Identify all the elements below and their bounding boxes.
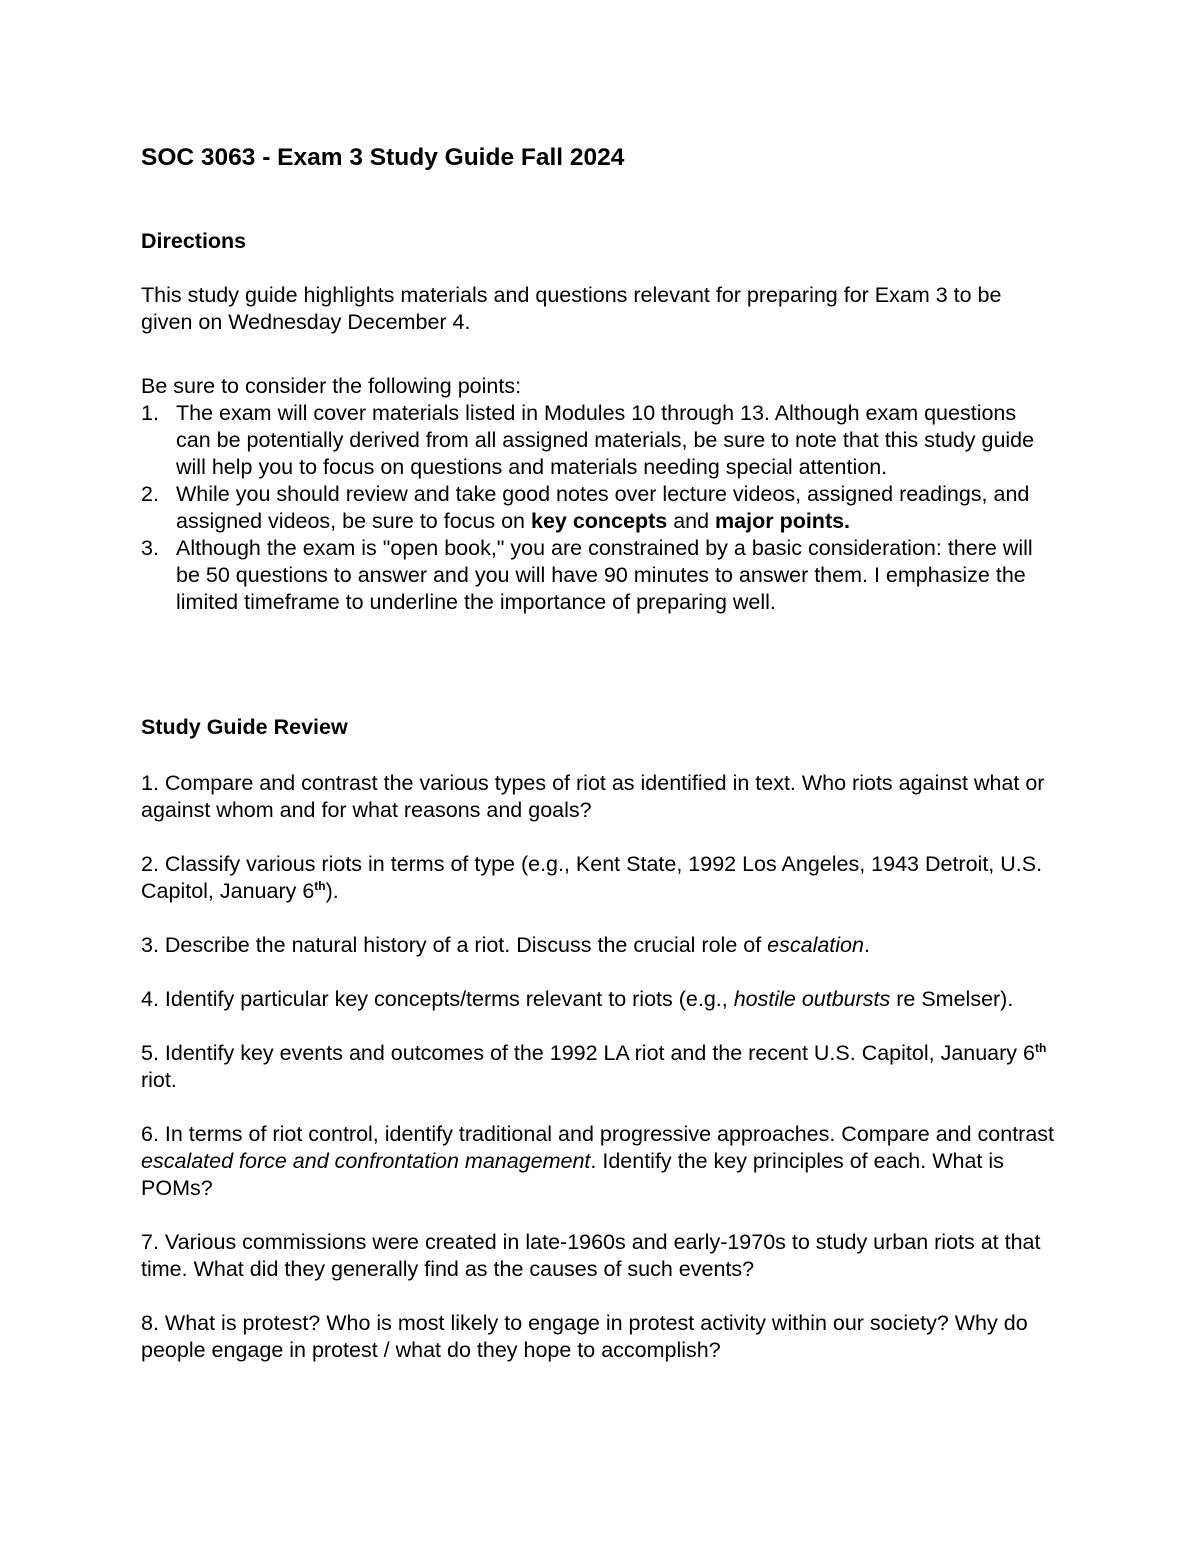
emphasis-key-concepts: key concepts [530, 509, 668, 533]
list-item [141, 481, 1056, 535]
emphasis-escalated-force: escalated force and confrontation management [141, 1149, 591, 1173]
ordinal-suffix: th [314, 879, 326, 893]
list-item [141, 400, 1056, 481]
question-5 [141, 1040, 1061, 1094]
list-number: 2. [141, 482, 159, 506]
list-number: 1. [141, 401, 159, 425]
question-text-end: riot. [141, 1068, 177, 1092]
list-item [141, 535, 1056, 616]
question-3 [141, 932, 1061, 959]
ordinal-suffix: th [1034, 1041, 1047, 1055]
question-7: 7. Various commissions were created in late-1960s and early-1970s to study urban riots at that time. What did they generally find as the causes of such events? [141, 1230, 1041, 1281]
points-list [141, 400, 1056, 616]
list-text-connector: and [667, 509, 716, 533]
question-text-end: . [863, 933, 870, 957]
review-questions [141, 770, 1061, 1391]
question-2 [141, 851, 1061, 905]
question-text-end: . Identify the key principles of each. What is POMs? [141, 1149, 1004, 1200]
document-title: SOC 3063 - Exam 3 Study Guide Fall 2024 [141, 144, 625, 171]
question-text: 5. Identify key events and outcomes of the 1992 LA riot and the recent U.S. Capitol, January 6 [141, 1041, 1035, 1065]
emphasis-hostile-outbursts: hostile outbursts [733, 987, 891, 1011]
directions-heading: Directions [141, 229, 247, 253]
emphasis-major-points: major points. [715, 509, 851, 533]
list-text: The exam will cover materials listed in Modules 10 through 13. Although exam questions can be potentially derived from all assigned materials, be sure to note that this study guide will help you to focus on questions and materials needing special attention. [176, 401, 1035, 479]
question-text: 2. Classify various riots in terms of type (e.g., Kent State, 1992 Los Angeles, 1943 Detroit, U.S. Capitol, January 6 [141, 852, 1043, 903]
question-text: 3. Describe the natural history of a riot. Discuss the crucial role of [141, 933, 768, 957]
directions-intro: This study guide highlights materials and questions relevant for preparing for Exam 3 to be given on Wednesday December 4. [141, 283, 1002, 334]
question-text-end: ). [325, 879, 339, 903]
list-text: While you should review and take good notes over lecture videos, assigned readings, and assigned videos, be sure to focus on [176, 482, 1030, 533]
question-1: 1. Compare and contrast the various types of riot as identified in text. Who riots against what or against whom and for what reasons and goals? [141, 771, 1045, 822]
question-text: 4. Identify particular key concepts/terms relevant to riots (e.g., [141, 987, 734, 1011]
question-6 [141, 1121, 1061, 1202]
review-heading: Study Guide Review [141, 715, 348, 739]
list-text: Although the exam is "open book," you are constrained by a basic consideration: there will be 50 questions to answer and you will have 90 minutes to answer them. I emphasize the limited timeframe to underline the importance of preparing well. [176, 536, 1033, 614]
question-text: 6. In terms of riot control, identify traditional and progressive approaches. Compare and contrast [141, 1122, 1055, 1146]
points-intro: Be sure to consider the following points: [141, 374, 522, 398]
emphasis-escalation: escalation [767, 933, 864, 957]
question-4 [141, 986, 1061, 1013]
question-text-end: re Smelser). [890, 987, 1014, 1011]
list-number: 3. [141, 536, 159, 560]
question-8: 8. What is protest? Who is most likely to engage in protest activity within our society? Why do people engage in protest / what do they hope to accomplish? [141, 1311, 1028, 1362]
directions-points [141, 373, 1056, 616]
